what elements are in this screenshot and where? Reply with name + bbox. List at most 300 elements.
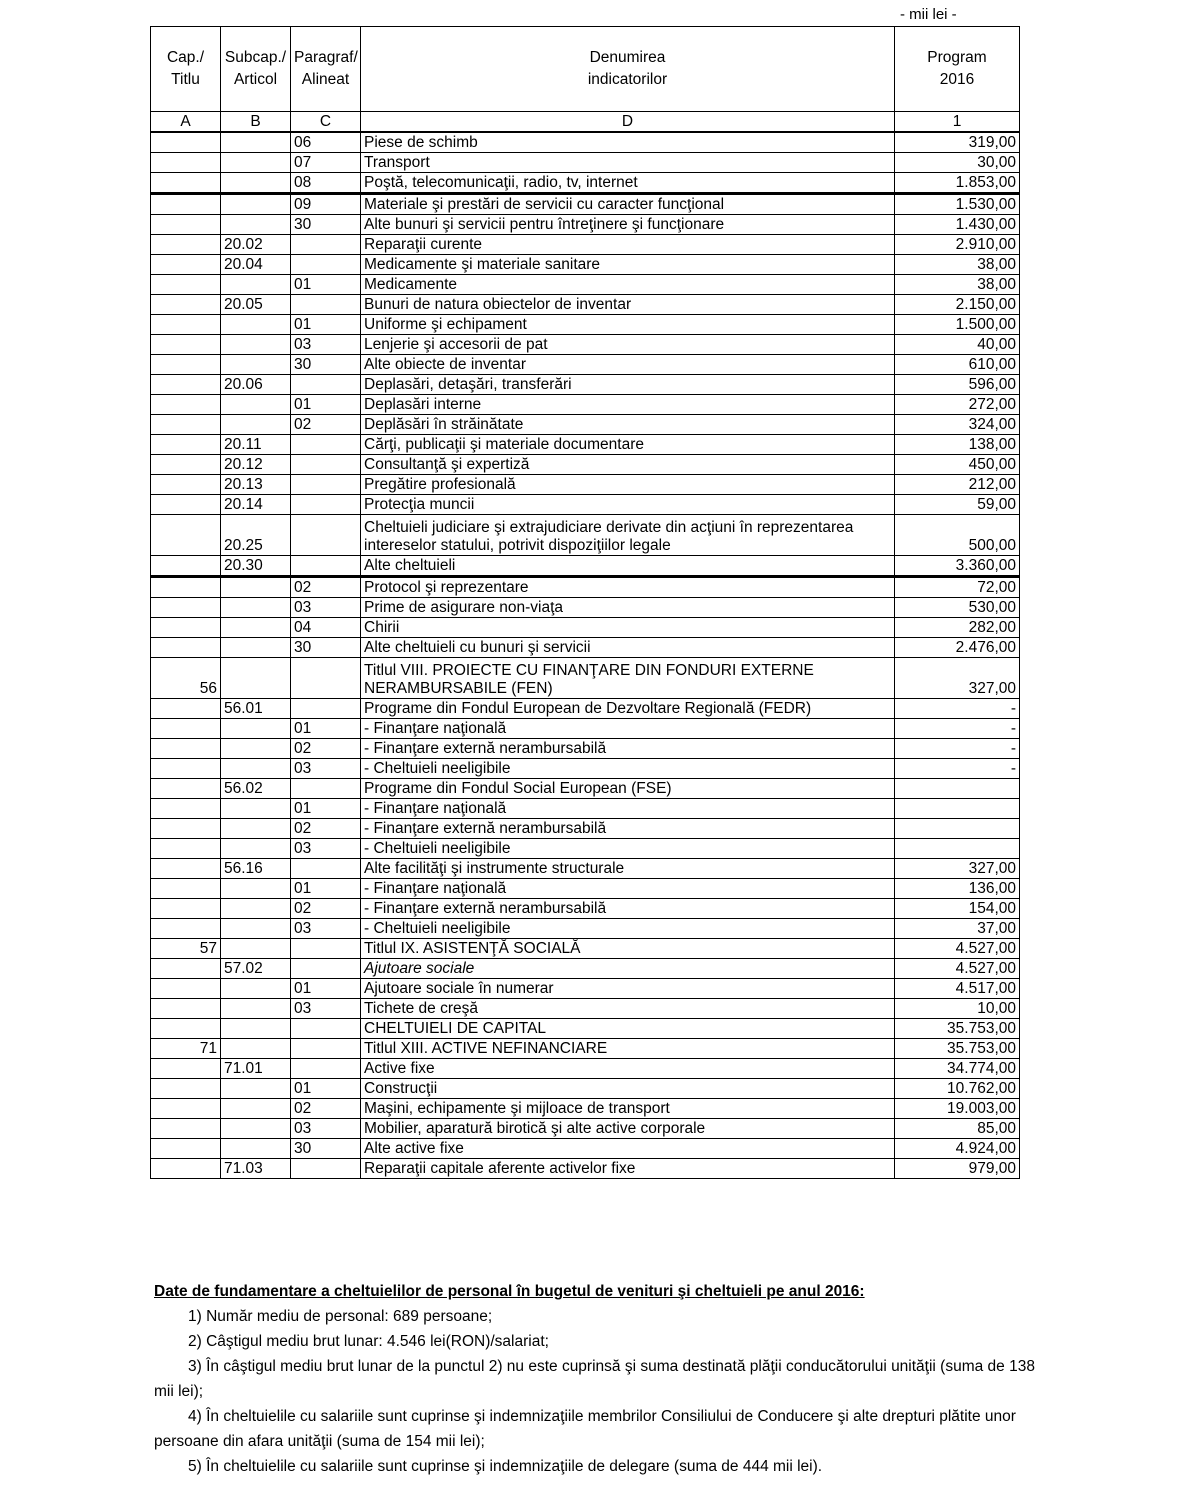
paragraf-cell	[291, 235, 361, 255]
program-cell: 154,00	[895, 899, 1020, 919]
table-row	[151, 759, 1020, 779]
notes-section	[154, 1279, 1044, 1479]
table-row	[151, 779, 1020, 799]
table-row	[151, 515, 1020, 556]
paragraf-cell: 03	[291, 598, 361, 618]
denumire-cell: CHELTUIELI DE CAPITAL	[361, 1019, 895, 1039]
program-cell: 272,00	[895, 395, 1020, 415]
table-row	[151, 939, 1020, 959]
table-row	[151, 859, 1020, 879]
denumire-cell: Deplăsări în străinătate	[361, 415, 895, 435]
paragraf-cell: 03	[291, 999, 361, 1019]
cap-cell	[151, 495, 221, 515]
cap-cell	[151, 1139, 221, 1159]
denumire-cell: Chirii	[361, 618, 895, 638]
subcap-cell	[221, 939, 291, 959]
subcap-cell	[221, 194, 291, 215]
paragraf-cell: 02	[291, 415, 361, 435]
paragraf-cell: 30	[291, 1139, 361, 1159]
paragraf-cell	[291, 658, 361, 699]
paragraf-cell	[291, 475, 361, 495]
cap-cell	[151, 618, 221, 638]
table-row	[151, 395, 1020, 415]
program-cell: 319,00	[895, 132, 1020, 153]
paragraf-cell: 01	[291, 979, 361, 999]
denumire-cell: Alte obiecte de inventar	[361, 355, 895, 375]
paragraf-cell: 09	[291, 194, 361, 215]
cap-cell	[151, 1059, 221, 1079]
subcap-cell	[221, 999, 291, 1019]
cap-cell	[151, 295, 221, 315]
denumire-cell: - Finanţare externă nerambursabilă	[361, 739, 895, 759]
column-letters-row	[151, 112, 1020, 133]
cap-cell	[151, 335, 221, 355]
table-row	[151, 475, 1020, 495]
paragraf-cell	[291, 515, 361, 556]
program-cell: 610,00	[895, 355, 1020, 375]
subcap-cell: 20.11	[221, 435, 291, 455]
table-row	[151, 879, 1020, 899]
cap-cell	[151, 1119, 221, 1139]
paragraf-cell	[291, 295, 361, 315]
cap-cell	[151, 475, 221, 495]
cap-cell	[151, 598, 221, 618]
table-row	[151, 295, 1020, 315]
table-row	[151, 618, 1020, 638]
denumire-cell: Ajutoare sociale în numerar	[361, 979, 895, 999]
table-row	[151, 999, 1020, 1019]
table-row	[151, 799, 1020, 819]
denumire-cell: Uniforme şi echipament	[361, 315, 895, 335]
subcap-cell	[221, 355, 291, 375]
table-row	[151, 1119, 1020, 1139]
note-item: 4) În cheltuielile cu salariile sunt cuprinse şi indemnizaţiile membrilor Consiliului de Conducere şi alte drepturi plătite unor persoane din afara unităţii (suma de 154 mii lei);	[154, 1408, 1016, 1450]
denumire-cell: Cheltuieli judiciare şi extrajudiciare derivate din acţiuni în reprezentarea intereselor statului, potrivit dispoziţiilor legale	[361, 515, 895, 556]
subcap-cell	[221, 315, 291, 335]
table-row	[151, 699, 1020, 719]
unit-note: - mii lei -	[900, 6, 957, 23]
table-row	[151, 275, 1020, 295]
subcap-cell	[221, 879, 291, 899]
cap-cell	[151, 739, 221, 759]
paragraf-cell: 30	[291, 638, 361, 658]
denumire-cell: - Finanţare naţională	[361, 879, 895, 899]
paragraf-cell	[291, 699, 361, 719]
program-cell: 3.360,00	[895, 556, 1020, 577]
cap-cell: 57	[151, 939, 221, 959]
program-cell: 72,00	[895, 577, 1020, 598]
letter-c: C	[291, 112, 361, 133]
denumire-cell: Alte facilităţi şi instrumente structurale	[361, 859, 895, 879]
program-cell: 4.527,00	[895, 959, 1020, 979]
cap-cell: 56	[151, 658, 221, 699]
paragraf-cell: 08	[291, 173, 361, 194]
program-cell: -	[895, 719, 1020, 739]
table-row	[151, 1099, 1020, 1119]
subcap-cell	[221, 415, 291, 435]
program-cell: 4.527,00	[895, 939, 1020, 959]
paragraf-cell: 01	[291, 719, 361, 739]
cap-cell	[151, 719, 221, 739]
table-row	[151, 415, 1020, 435]
denumire-cell: Mobilier, aparatură birotică şi alte active corporale	[361, 1119, 895, 1139]
cap-cell	[151, 355, 221, 375]
denumire-cell: Ajutoare sociale	[361, 959, 895, 979]
program-cell: 979,00	[895, 1159, 1020, 1179]
table-row	[151, 194, 1020, 215]
program-cell: 30,00	[895, 153, 1020, 173]
denumire-cell: Protocol şi reprezentare	[361, 577, 895, 598]
subcap-cell	[221, 1099, 291, 1119]
header-program-2016: Program 2016	[895, 27, 1020, 112]
subcap-cell	[221, 1079, 291, 1099]
table-row	[151, 235, 1020, 255]
paragraf-cell: 02	[291, 899, 361, 919]
cap-cell	[151, 515, 221, 556]
subcap-cell	[221, 839, 291, 859]
denumire-cell: Programe din Fondul European de Dezvoltare Regională (FEDR)	[361, 699, 895, 719]
paragraf-cell	[291, 1019, 361, 1039]
paragraf-cell: 30	[291, 215, 361, 235]
denumire-cell: Reparaţii curente	[361, 235, 895, 255]
table-row	[151, 375, 1020, 395]
denumire-cell: - Cheltuieli neeligibile	[361, 759, 895, 779]
denumire-cell: Deplasări, detaşări, transferări	[361, 375, 895, 395]
program-cell: 35.753,00	[895, 1039, 1020, 1059]
paragraf-cell: 03	[291, 759, 361, 779]
subcap-cell: 20.12	[221, 455, 291, 475]
subcap-cell	[221, 799, 291, 819]
subcap-cell	[221, 598, 291, 618]
subcap-cell	[221, 638, 291, 658]
table-row	[151, 153, 1020, 173]
table-row	[151, 315, 1020, 335]
header-subcap-articol: Subcap./ Articol	[221, 27, 291, 112]
paragraf-cell	[291, 255, 361, 275]
subcap-cell	[221, 739, 291, 759]
denumire-cell: Protecţia muncii	[361, 495, 895, 515]
subcap-cell	[221, 132, 291, 153]
cap-cell	[151, 1159, 221, 1179]
table-row	[151, 919, 1020, 939]
program-cell: 4.924,00	[895, 1139, 1020, 1159]
paragraf-cell: 30	[291, 355, 361, 375]
cap-cell	[151, 435, 221, 455]
subcap-cell	[221, 658, 291, 699]
denumire-cell: Tichete de creşă	[361, 999, 895, 1019]
table-row	[151, 255, 1020, 275]
subcap-cell	[221, 335, 291, 355]
denumire-cell: Programe din Fondul Social European (FSE)	[361, 779, 895, 799]
program-cell: 327,00	[895, 658, 1020, 699]
cap-cell: 71	[151, 1039, 221, 1059]
program-cell: 10.762,00	[895, 1079, 1020, 1099]
cap-cell	[151, 919, 221, 939]
note-item: 3) În câştigul mediu brut lunar de la punctul 2) nu este cuprinsă şi suma destinată plăţii conducătorului unităţii (suma de 138 mii lei);	[154, 1358, 1035, 1400]
cap-cell	[151, 153, 221, 173]
cap-cell	[151, 979, 221, 999]
paragraf-cell: 01	[291, 315, 361, 335]
subcap-cell	[221, 275, 291, 295]
cap-cell	[151, 819, 221, 839]
denumire-cell: Reparaţii capitale aferente activelor fixe	[361, 1159, 895, 1179]
program-cell: 450,00	[895, 455, 1020, 475]
subcap-cell: 20.05	[221, 295, 291, 315]
header-paragraf-alineat: Paragraf/ Alineat	[291, 27, 361, 112]
cap-cell	[151, 699, 221, 719]
program-cell: 136,00	[895, 879, 1020, 899]
table-row	[151, 495, 1020, 515]
subcap-cell	[221, 173, 291, 194]
paragraf-cell: 07	[291, 153, 361, 173]
cap-cell	[151, 1099, 221, 1119]
subcap-cell	[221, 919, 291, 939]
program-cell: 2.910,00	[895, 235, 1020, 255]
program-cell: -	[895, 759, 1020, 779]
table-row	[151, 355, 1020, 375]
letter-1: 1	[895, 112, 1020, 133]
note-item: 5) În cheltuielile cu salariile sunt cuprinse şi indemnizaţiile de delegare (suma de 444 mii lei).	[188, 1458, 823, 1475]
cap-cell	[151, 1019, 221, 1039]
paragraf-cell	[291, 1059, 361, 1079]
letter-a: A	[151, 112, 221, 133]
table-row	[151, 1019, 1020, 1039]
cap-cell	[151, 1079, 221, 1099]
program-cell	[895, 839, 1020, 859]
paragraf-cell: 06	[291, 132, 361, 153]
subcap-cell: 56.02	[221, 779, 291, 799]
program-cell: 324,00	[895, 415, 1020, 435]
cap-cell	[151, 859, 221, 879]
subcap-cell	[221, 618, 291, 638]
subcap-cell: 71.03	[221, 1159, 291, 1179]
program-cell: -	[895, 699, 1020, 719]
denumire-cell: Bunuri de natura obiectelor de inventar	[361, 295, 895, 315]
table-row	[151, 979, 1020, 999]
subcap-cell: 71.01	[221, 1059, 291, 1079]
subcap-cell: 20.02	[221, 235, 291, 255]
table-row	[151, 1039, 1020, 1059]
denumire-cell: - Finanţare externă nerambursabilă	[361, 819, 895, 839]
program-cell: 530,00	[895, 598, 1020, 618]
table-row	[151, 132, 1020, 153]
subcap-cell: 20.30	[221, 556, 291, 577]
paragraf-cell	[291, 556, 361, 577]
note-item: 2) Câştigul mediu brut lunar: 4.546 lei(RON)/salariat;	[188, 1333, 549, 1350]
denumire-cell: - Cheltuieli neeligibile	[361, 919, 895, 939]
denumire-cell: Transport	[361, 153, 895, 173]
denumire-cell: Alte bunuri şi servicii pentru întreţinere şi funcţionare	[361, 215, 895, 235]
table-row	[151, 959, 1020, 979]
program-cell: 138,00	[895, 435, 1020, 455]
paragraf-cell: 02	[291, 577, 361, 598]
paragraf-cell	[291, 859, 361, 879]
cap-cell	[151, 132, 221, 153]
cap-cell	[151, 415, 221, 435]
table-header	[151, 27, 1020, 112]
subcap-cell	[221, 1019, 291, 1039]
program-cell: 38,00	[895, 275, 1020, 295]
program-cell: 1.853,00	[895, 173, 1020, 194]
denumire-cell: Construcţii	[361, 1079, 895, 1099]
table-row	[151, 658, 1020, 699]
denumire-cell: Prime de asigurare non-viaţa	[361, 598, 895, 618]
table-row	[151, 577, 1020, 598]
denumire-cell: Titlul VIII. PROIECTE CU FINANŢARE DIN FONDURI EXTERNE NERAMBURSABILE (FEN)	[361, 658, 895, 699]
denumire-cell: Poştă, telecomunicaţii, radio, tv, internet	[361, 173, 895, 194]
table-row	[151, 215, 1020, 235]
denumire-cell: Alte active fixe	[361, 1139, 895, 1159]
table-row	[151, 1059, 1020, 1079]
denumire-cell: Medicamente şi materiale sanitare	[361, 255, 895, 275]
cap-cell	[151, 255, 221, 275]
denumire-cell: Materiale şi prestări de servicii cu caracter funcţional	[361, 194, 895, 215]
paragraf-cell	[291, 1159, 361, 1179]
paragraf-cell	[291, 779, 361, 799]
table-row	[151, 455, 1020, 475]
letter-d: D	[361, 112, 895, 133]
cap-cell	[151, 959, 221, 979]
subcap-cell	[221, 819, 291, 839]
notes-heading: Date de fundamentare a cheltuielilor de personal în bugetul de venituri şi cheltuieli pe anul 2016:	[154, 1283, 865, 1300]
subcap-cell	[221, 395, 291, 415]
paragraf-cell	[291, 959, 361, 979]
program-cell: 34.774,00	[895, 1059, 1020, 1079]
subcap-cell	[221, 577, 291, 598]
subcap-cell	[221, 1139, 291, 1159]
cap-cell	[151, 395, 221, 415]
cap-cell	[151, 899, 221, 919]
subcap-cell	[221, 1119, 291, 1139]
denumire-cell: Deplasări interne	[361, 395, 895, 415]
cap-cell	[151, 799, 221, 819]
cap-cell	[151, 759, 221, 779]
paragraf-cell: 03	[291, 335, 361, 355]
subcap-cell: 56.01	[221, 699, 291, 719]
letter-b: B	[221, 112, 291, 133]
paragraf-cell: 02	[291, 739, 361, 759]
subcap-cell	[221, 153, 291, 173]
budget-table	[150, 26, 1020, 1179]
denumire-cell: Cărţi, publicaţii şi materiale documentare	[361, 435, 895, 455]
header-denumirea: Denumirea indicatorilor	[361, 27, 895, 112]
table-row	[151, 173, 1020, 194]
program-cell: 85,00	[895, 1119, 1020, 1139]
program-cell: 500,00	[895, 515, 1020, 556]
table-row	[151, 839, 1020, 859]
program-cell: 4.517,00	[895, 979, 1020, 999]
program-cell: 2.150,00	[895, 295, 1020, 315]
paragraf-cell: 03	[291, 919, 361, 939]
cap-cell	[151, 879, 221, 899]
cap-cell	[151, 194, 221, 215]
program-cell: 19.003,00	[895, 1099, 1020, 1119]
denumire-cell: Titlul IX. ASISTENŢĂ SOCIALĂ	[361, 939, 895, 959]
paragraf-cell	[291, 455, 361, 475]
denumire-cell: - Finanţare externă nerambursabilă	[361, 899, 895, 919]
denumire-cell: Active fixe	[361, 1059, 895, 1079]
paragraf-cell: 04	[291, 618, 361, 638]
paragraf-cell	[291, 435, 361, 455]
cap-cell	[151, 556, 221, 577]
denumire-cell: Lenjerie şi accesorii de pat	[361, 335, 895, 355]
cap-cell	[151, 999, 221, 1019]
paragraf-cell: 01	[291, 799, 361, 819]
program-cell	[895, 819, 1020, 839]
subcap-cell: 20.25	[221, 515, 291, 556]
paragraf-cell: 03	[291, 1119, 361, 1139]
subcap-cell	[221, 759, 291, 779]
cap-cell	[151, 315, 221, 335]
program-cell: 1.530,00	[895, 194, 1020, 215]
paragraf-cell: 02	[291, 1099, 361, 1119]
subcap-cell	[221, 979, 291, 999]
cap-cell	[151, 455, 221, 475]
denumire-cell: Piese de schimb	[361, 132, 895, 153]
subcap-cell	[221, 899, 291, 919]
program-cell: 212,00	[895, 475, 1020, 495]
cap-cell	[151, 638, 221, 658]
denumire-cell: Medicamente	[361, 275, 895, 295]
paragraf-cell: 03	[291, 839, 361, 859]
program-cell: 282,00	[895, 618, 1020, 638]
table-row	[151, 1079, 1020, 1099]
subcap-cell: 57.02	[221, 959, 291, 979]
paragraf-cell	[291, 375, 361, 395]
cap-cell	[151, 215, 221, 235]
cap-cell	[151, 173, 221, 194]
denumire-cell: - Cheltuieli neeligibile	[361, 839, 895, 859]
program-cell	[895, 779, 1020, 799]
program-cell	[895, 799, 1020, 819]
table-row	[151, 1139, 1020, 1159]
cap-cell	[151, 839, 221, 859]
table-row	[151, 819, 1020, 839]
cap-cell	[151, 577, 221, 598]
table-row	[151, 719, 1020, 739]
denumire-cell: Alte cheltuieli	[361, 556, 895, 577]
denumire-cell: - Finanţare naţională	[361, 799, 895, 819]
program-cell: 37,00	[895, 919, 1020, 939]
table-row	[151, 335, 1020, 355]
table-row	[151, 638, 1020, 658]
cap-cell	[151, 235, 221, 255]
denumire-cell: Consultanţă şi expertiză	[361, 455, 895, 475]
subcap-cell	[221, 1039, 291, 1059]
table-row	[151, 435, 1020, 455]
cap-cell	[151, 375, 221, 395]
program-cell: 596,00	[895, 375, 1020, 395]
subcap-cell: 20.14	[221, 495, 291, 515]
table-row	[151, 598, 1020, 618]
program-cell: 38,00	[895, 255, 1020, 275]
program-cell: -	[895, 739, 1020, 759]
paragraf-cell	[291, 1039, 361, 1059]
subcap-cell: 20.13	[221, 475, 291, 495]
table-row	[151, 556, 1020, 577]
paragraf-cell: 02	[291, 819, 361, 839]
paragraf-cell: 01	[291, 395, 361, 415]
header-cap-titlu: Cap./ Titlu	[151, 27, 221, 112]
subcap-cell: 56.16	[221, 859, 291, 879]
program-cell: 40,00	[895, 335, 1020, 355]
cap-cell	[151, 275, 221, 295]
subcap-cell	[221, 215, 291, 235]
paragraf-cell: 01	[291, 1079, 361, 1099]
denumire-cell: Alte cheltuieli cu bunuri şi servicii	[361, 638, 895, 658]
paragraf-cell: 01	[291, 879, 361, 899]
paragraf-cell	[291, 495, 361, 515]
